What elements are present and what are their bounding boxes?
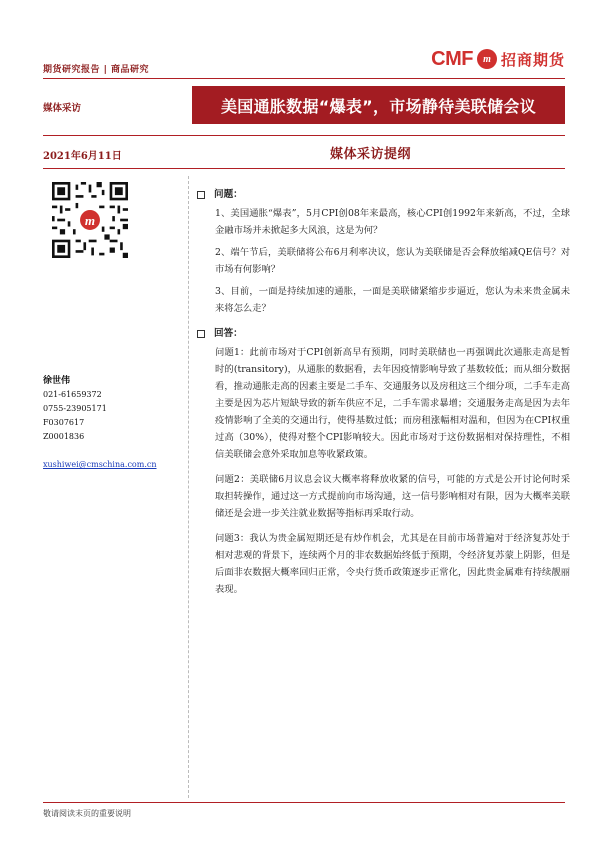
logo-badge-icon: m — [477, 49, 497, 69]
analyst-phone: 0755-23905171 — [43, 404, 107, 413]
answer-item: 问题2：美联储6月议息会议大概率将释放收紧的信号，可能的方式是公开讨论何时采取担转操作，通过这一方式提前向市场沟通，这一信号影响相对有限，因为大概率美联储还是会进一步关注就业数据等指标再采取行动。 — [215, 474, 570, 519]
subtitle-rule — [43, 168, 565, 169]
question-item: 2、端午节后，美联储将公布6月利率决议，您认为美联储是否会释放缩减QE信号？对市场有何影响？ — [215, 247, 570, 275]
svg-text:m: m — [84, 212, 96, 228]
company-logo — [431, 47, 565, 71]
questions-heading — [196, 186, 570, 203]
question-item: 3、目前，一面是持续加速的通胀，一面是美联储紧缩步步逼近，您认为未来贵金属未来将怎么走？ — [215, 286, 570, 314]
report-date: 2021年6月11日 — [43, 151, 122, 162]
section-label: 媒体采访 — [43, 103, 82, 114]
footer-rule — [43, 802, 565, 803]
document-type: 媒体采访提纲 — [330, 147, 412, 162]
analyst-certificate: Z0001836 — [43, 432, 85, 441]
answer-item: 问题1：此前市场对于CPI创新高早有预期，同时美联储也一再强调此次通胀走高是暂时的(transitory)，从通胀的数据看，去年因疫情影响导致了基数较低；而从细分数据看，推动通胀走高的因素主要是二手车、交通服务以及房租这三个细分项，二手车走高主要是因为芯片短缺导致的新车供应不足，二手车需求暴增；交通服务走高是因为去年疫情影响了全美的交通出行，使得基数过低；而房租涨幅相对温和，但因为在CPI权重过高（30%），使得对整个CPI影响较大。因此市场对于这份数据相对保持理性，不相信美联储会意外采取加息等收紧政策。 — [215, 347, 570, 460]
qr-code-icon — [52, 182, 128, 258]
answer-item: 问题3：我认为贵金属短期还是有炒作机会，尤其是在目前市场普遍对于经济复苏处于相对悲观的背景下，连续两个月的非农数据始终低于预期，令经济复苏蒙上阴影，但是后面非农数据大概率回归正常，令央行货币政策逐步正常化，因此贵金属难有持续靓丽表现。 — [215, 533, 570, 595]
analyst-email-link[interactable]: xushiwei@cmschina.com.cn — [43, 460, 157, 469]
page-title: 美国通胀数据“爆表”，市场静待美联储会议 — [192, 86, 565, 124]
analyst-certificate: F0307617 — [43, 418, 85, 427]
logo-cn-text: 招商期货 — [500, 50, 565, 69]
answers-heading-text: 回答： — [214, 328, 243, 339]
answers-heading — [196, 325, 570, 342]
questions-heading-text: 问题： — [214, 189, 243, 200]
footer-note: 敬请阅读末页的重要说明 — [43, 809, 131, 818]
question-item: 1、美国通胀“爆表”，5月CPI创08年来最高，核心CPI创1992年来新高，不过，全球金融市场并未掀起多大风浪，这是为何？ — [215, 208, 570, 236]
report-category: 期货研究报告 | 商品研究 — [43, 65, 150, 75]
checkbox-bullet-icon — [197, 191, 205, 199]
analyst-contact — [43, 374, 157, 472]
top-rule — [43, 78, 565, 79]
analyst-name: 徐世伟 — [43, 376, 71, 386]
main-content — [196, 186, 570, 606]
column-divider — [188, 176, 189, 798]
title-rule — [43, 135, 565, 136]
checkbox-bullet-icon — [197, 330, 205, 338]
analyst-phone: 021-61659372 — [43, 390, 102, 399]
logo-en-text: CMF — [431, 47, 473, 70]
